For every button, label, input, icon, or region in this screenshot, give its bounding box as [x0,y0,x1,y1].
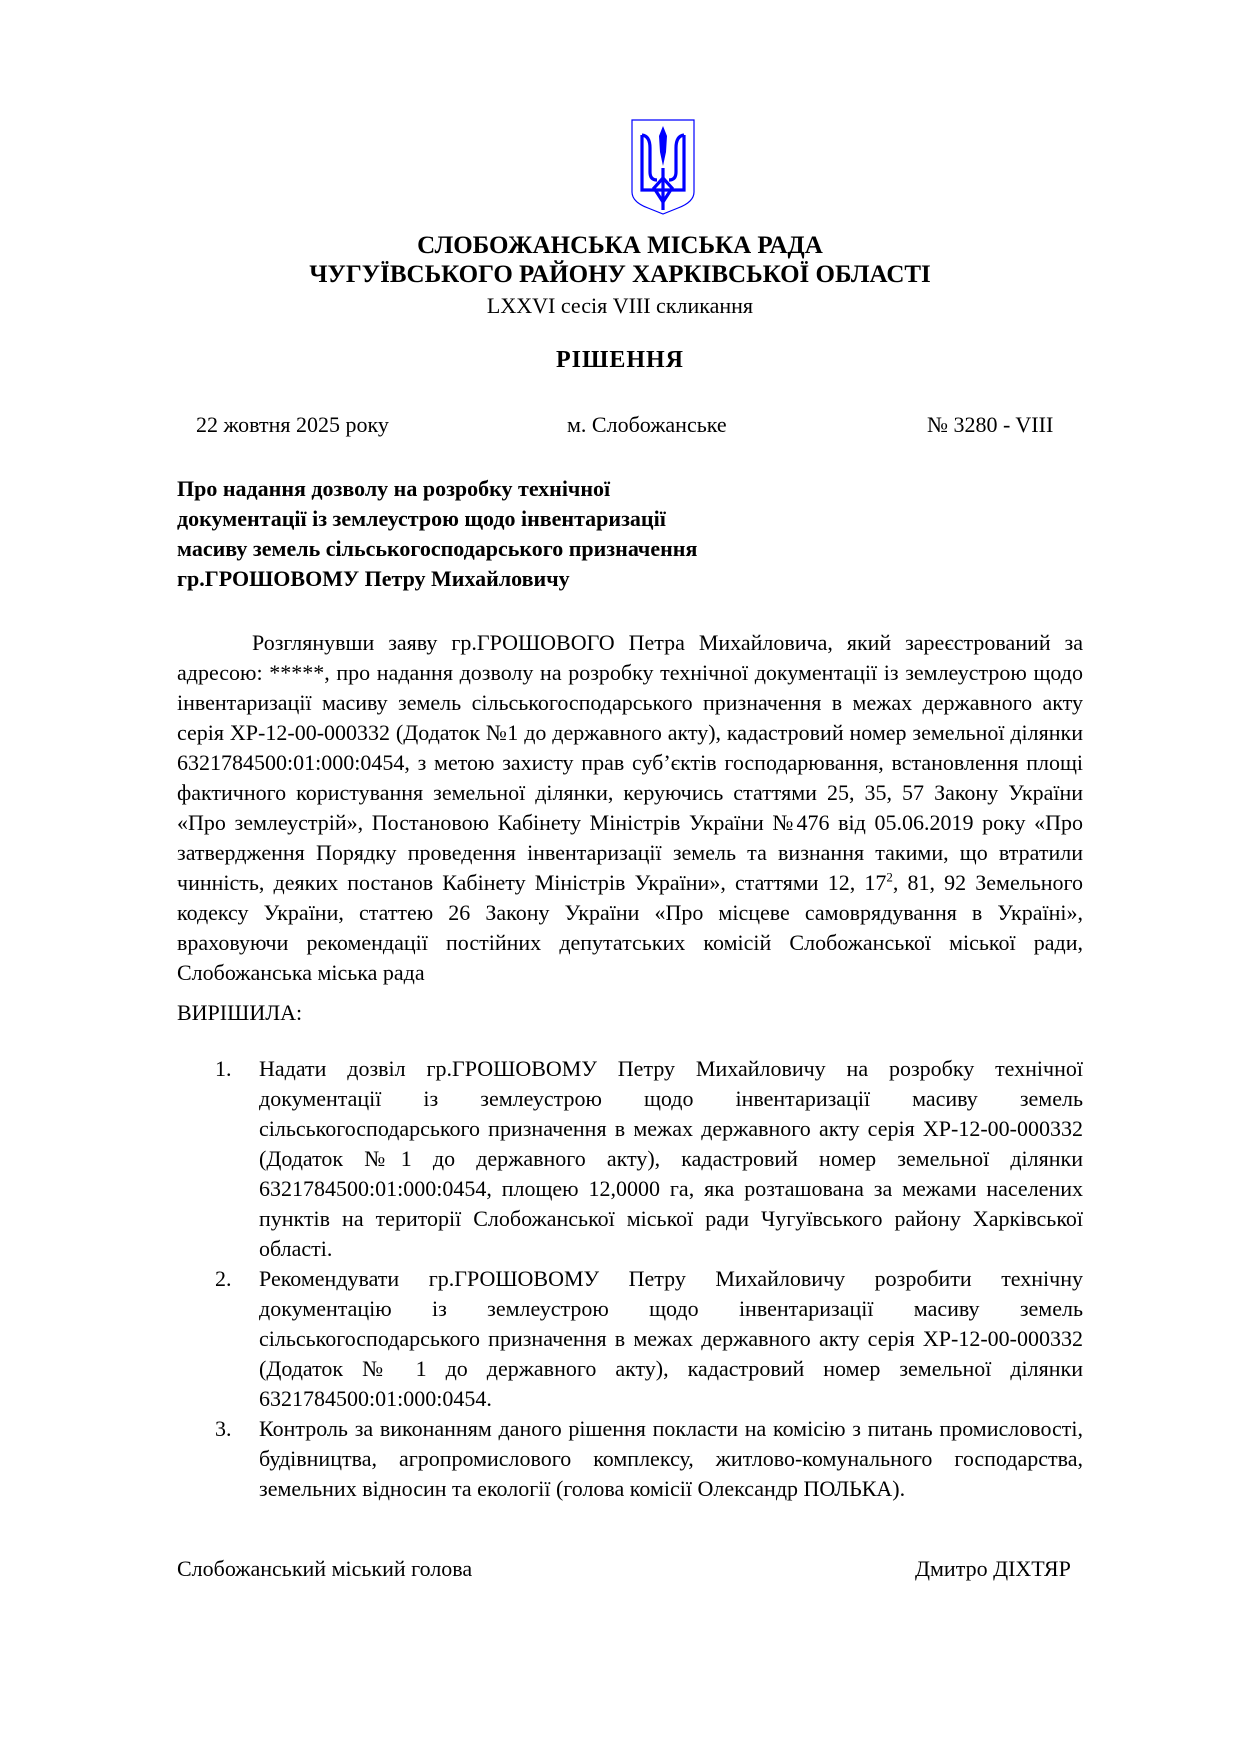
district-name: ЧУГУЇВСЬКОГО РАЙОНУ ХАРКІВСЬКОЇ ОБЛАСТІ [309,261,931,288]
subject-line: гр.ГРОШОВОМУ Петру Михайловичу [177,566,570,591]
preamble-text: Розглянувши заяву гр.ГРОШОВОГО Петра Михайловича, який зареєстрований за адресою: *****, про надання дозволу на розробку технічної документації із землеустрою щодо інвентаризації масиву земель сільськогосподарського призначення в межах державного акту серія ХР-12-00-000332 (Додаток №1 до державного акту), кадастровий номер земельної ділянки 6321784500:01:000:0454, з метою захисту прав суб’єктів господарювання, встановлення площі фактичного користування земельної ділянки, керуючись статтями 25, 35, 57 Закону України «Про землеустрій», Постановою Кабінету Міністрів України №476 від 05.06.2019 року «Про затвердження Порядку проведення інвентаризації земель та визнання такими, що втратили чинність, деяких постанов Кабінету Міністрів України», статтями 12, 17 [177,630,1083,895]
subject-line: документації із землеустрою щодо інвентаризації [177,506,666,531]
council-name: СЛОБОЖАНСЬКА МІСЬКА РАДА [417,232,823,259]
resolution-item [177,1264,1083,1414]
preamble-paragraph [177,628,1083,988]
item-number: 2. [215,1266,232,1291]
decision-subject [177,474,797,594]
item-text: Рекомендувати гр.ГРОШОВОМУ Петру Михайловичу розробити технічну документацію із землеустрою щодо інвентаризації масиву земель сільськогосподарського призначення в межах державного акту серія ХР-12-00-000332 (Додаток № 1 до державного акту), кадастровий номер земельної ділянки 6321784500:01:000:0454. [259,1266,1083,1411]
subject-line: Про надання дозволу на розробку технічної [177,476,611,501]
signatory-name: Дмитро ДІХТЯР [915,1556,1071,1581]
decision-date: 22 жовтня 2025 року [196,412,389,437]
item-text: Контроль за виконанням даного рішення покласти на комісію з питань промисловості, будівництва, агропромислового комплексу, житлово-комунального господарства, земельних відносин та екології (голова комісії Олександр ПОЛЬКА). [259,1416,1083,1501]
resolution-items [177,1054,1083,1504]
decision-title: РІШЕННЯ [555,347,685,373]
article-superscript: 2 [886,869,893,885]
ukraine-trident-coat-of-arms-icon [630,118,696,216]
item-number: 1. [215,1056,232,1081]
preamble-text-continued: , 81, 92 Земельного кодексу України, статтею 26 Закону України «Про місцеве самоврядування в Україні», враховуючи рекомендації постійних депутатських комісій Слобожанської міської ради, Слобожанська міська рада [177,870,1083,985]
resolution-item [177,1054,1083,1264]
item-number: 3. [215,1416,232,1441]
item-text: Надати дозвіл гр.ГРОШОВОМУ Петру Михайловичу на розробку технічної документації із землеустрою щодо інвентаризації масиву земель сільськогосподарського призначення в межах державного акту серія ХР-12-00-000332 (Додаток №1 до державного акту), кадастровий номер земельної ділянки 6321784500:01:000:0454, площею 12,0000 га, яка розташована за межами населених пунктів на території Слобожанської міської ради Чугуївського району Харківської області. [259,1056,1083,1261]
session-line: LXXVI сесія VIII скликання [486,293,754,318]
signatory-title: Слобожанський міський голова [177,1556,473,1581]
decision-city: м. Слобожанське [567,412,727,437]
resolution-item [177,1414,1083,1504]
decision-number: № 3280 - VIII [927,412,1054,437]
resolved-label: ВИРІШИЛА: [177,1000,303,1025]
subject-line: масиву земель сільськогосподарського призначення [177,536,698,561]
